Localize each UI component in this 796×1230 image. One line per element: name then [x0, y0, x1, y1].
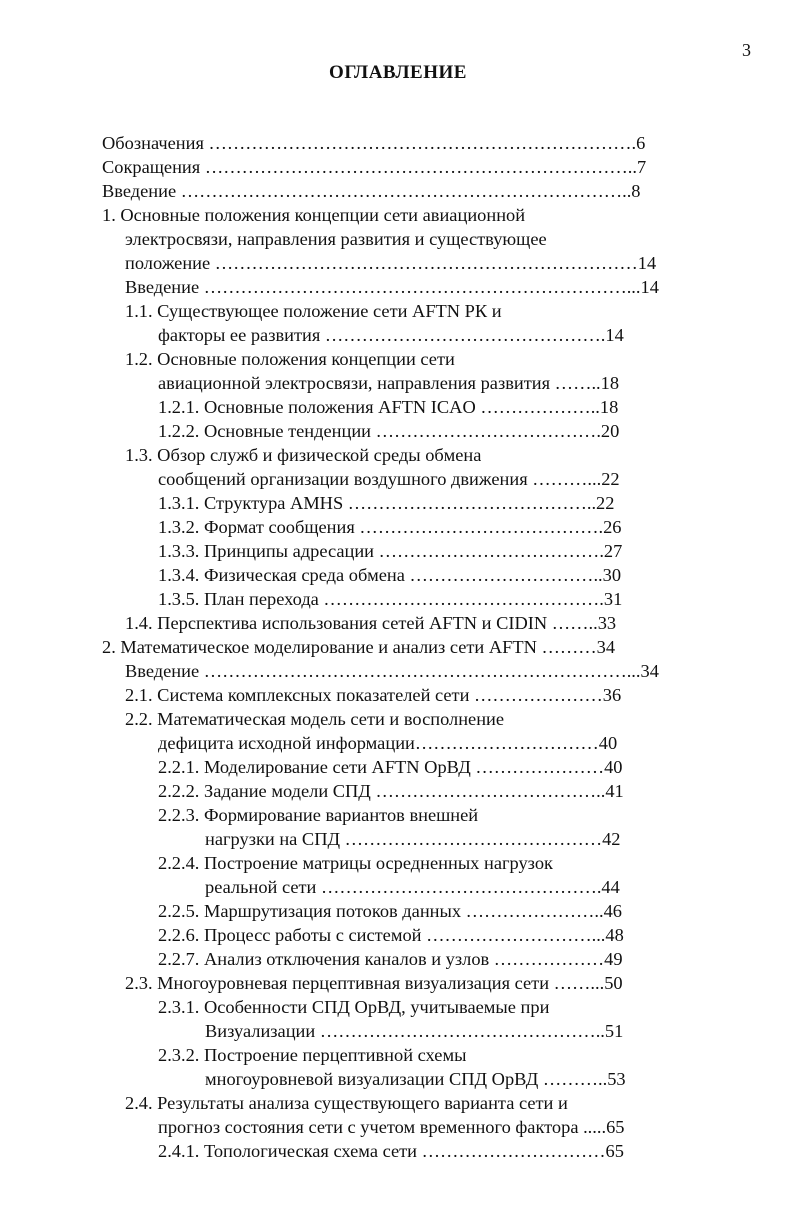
- toc-entry-2-4-cont: прогноз состояния сети с учетом временного фактора .....65: [158, 1117, 625, 1137]
- toc-entry-1-3-4: 1.3.4. Физическая среда обмена …………………………..30: [158, 565, 622, 585]
- toc-entry-2-3-1-cont: Визуализации ………………………………………..51: [205, 1021, 624, 1041]
- toc-entry-2-2-4: 2.2.4. Построение матрицы осредненных нагрузок: [158, 853, 553, 873]
- toc-title: ОГЛАВЛЕНИЕ: [329, 62, 467, 83]
- toc-entry-2-3-2-cont: многоуровневой визуализации СПД ОрВД ………..53: [205, 1069, 626, 1089]
- toc-entry-chapter-1-cont: положение ……………………………………………………………14: [125, 253, 657, 273]
- toc-entry-1-3-3: 1.3.3. Принципы адресации ……………………………….27: [158, 541, 623, 561]
- toc-entry-1-4: 1.4. Перспектива использования сетей AFTN и CIDIN ……..33: [125, 613, 617, 633]
- toc-entry-2-2-5: 2.2.5. Маршрутизация потоков данных …………………..46: [158, 901, 622, 921]
- toc-entry-2-2-7: 2.2.7. Анализ отключения каналов и узлов ………………49: [158, 949, 623, 969]
- toc-entry-2-2-3: 2.2.3. Формирование вариантов внешней: [158, 805, 479, 825]
- toc-entry-chapter-1-cont: электросвязи, направления развития и существующее: [125, 229, 547, 249]
- toc-entry-1-2-2: 1.2.2. Основные тенденции ……………………………….20: [158, 421, 620, 441]
- toc-entry-chapter-2: 2. Математическое моделирование и анализ сети AFTN ………34: [102, 637, 616, 657]
- toc-entry-1-3-2: 1.3.2. Формат сообщения ………………………………….26: [158, 517, 622, 537]
- toc-entry-1-3-cont: сообщений организации воздушного движения ………...22: [158, 469, 620, 489]
- toc-entry-oboznacheniya: Обозначения …………………………………………………………….6: [102, 133, 646, 153]
- toc-entry-2-4-1: 2.4.1. Топологическая схема сети …………………………65: [158, 1141, 624, 1161]
- toc-entry-2-3: 2.3. Многоуровневая перцептивная визуализация сети ……...50: [125, 973, 623, 993]
- toc-entry-2-2-4-cont: реальной сети ……………………………………….44: [205, 877, 620, 897]
- toc-entry-2-2-1: 2.2.1. Моделирование сети AFTN ОрВД …………………40: [158, 757, 623, 777]
- page-number: 3: [742, 40, 751, 60]
- toc-entry-2-1: 2.1. Система комплексных показателей сети …………………36: [125, 685, 622, 705]
- toc-entry-2-3-1: 2.3.1. Особенности СПД ОрВД, учитываемые при: [158, 997, 550, 1017]
- toc-entry-1-1: 1.1. Существующее положение сети AFTN РК и: [125, 301, 502, 321]
- toc-entry-2-2-6: 2.2.6. Процесс работы с системой ………………………...48: [158, 925, 624, 945]
- toc-entry-2-2-3-cont: нагрузки на СПД ……………………………………42: [205, 829, 621, 849]
- toc-entry-1-2-1: 1.2.1. Основные положения AFTN ICAO ………………..18: [158, 397, 619, 417]
- toc-entry-1-3: 1.3. Обзор служб и физической среды обмена: [125, 445, 482, 465]
- toc-entry-2-3-2: 2.3.2. Построение перцептивной схемы: [158, 1045, 467, 1065]
- toc-entry-1-2: 1.2. Основные положения концепции сети: [125, 349, 455, 369]
- toc-entry-1-2-cont: авиационной электросвязи, направления развития ……..18: [158, 373, 620, 393]
- toc-entry-2-4: 2.4. Результаты анализа существующего варианта сети и: [125, 1093, 568, 1113]
- toc-entry-1-vvedenie: Введение ……………………………………………………………...14: [125, 277, 659, 297]
- toc-entry-1-1-cont: факторы ее развития ……………………………………….14: [158, 325, 624, 345]
- toc-entry-2-2-cont: дефицита исходной информации…………………………40: [158, 733, 618, 753]
- toc-entry-chapter-1: 1. Основные положения концепции сети авиационной: [102, 205, 526, 225]
- toc-entry-2-vvedenie: Введение ……………………………………………………………...34: [125, 661, 659, 681]
- toc-entry-vvedenie: Введение ………………………………………………………………..8: [102, 181, 641, 201]
- toc-entry-1-3-5: 1.3.5. План перехода ……………………………………….31: [158, 589, 623, 609]
- toc-entry-2-2: 2.2. Математическая модель сети и восполнение: [125, 709, 505, 729]
- toc-entry-sokrashcheniya: Сокращения ……………………………………………………………..7: [102, 157, 647, 177]
- toc-entry-2-2-2: 2.2.2. Задание модели СПД ………………………………..41: [158, 781, 624, 801]
- toc-entry-1-3-1: 1.3.1. Структура AMHS …………………………………..22: [158, 493, 615, 513]
